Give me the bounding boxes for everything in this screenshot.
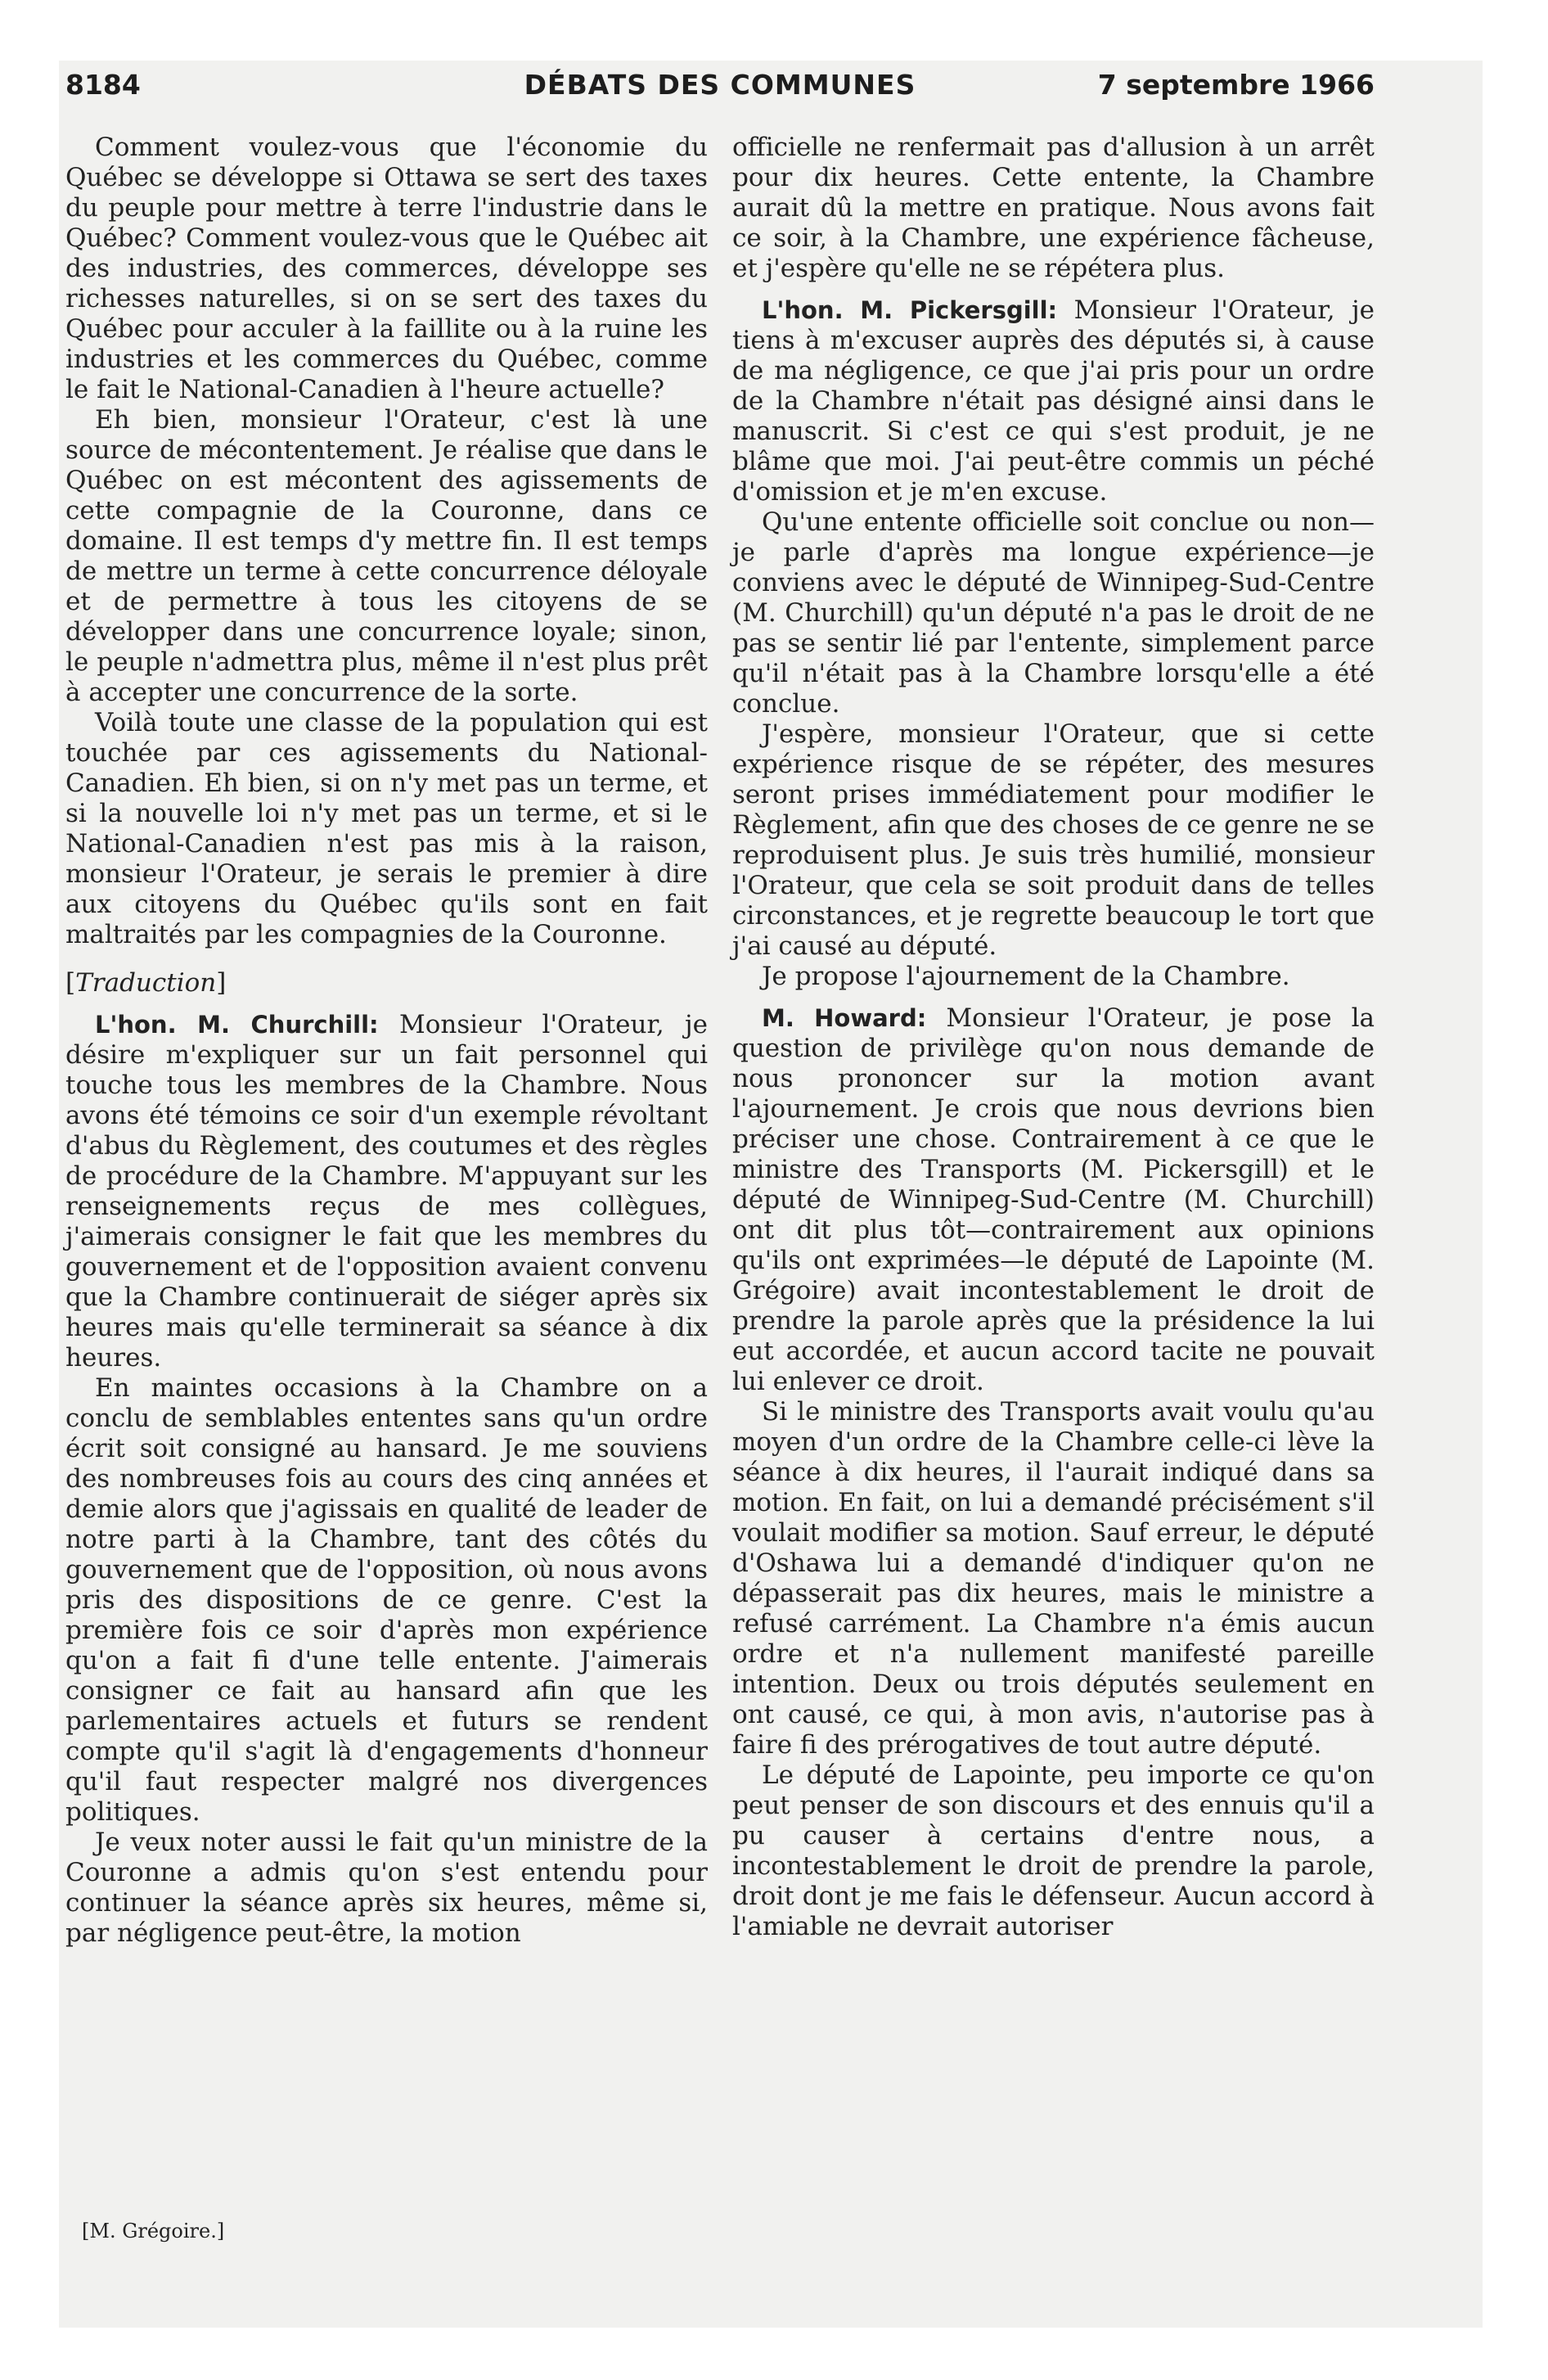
- speaker-name: L'hon. M. Churchill:: [95, 1011, 379, 1039]
- page-header: [65, 69, 1375, 105]
- left-column: [65, 133, 708, 1949]
- right-column: [732, 133, 1375, 1942]
- paragraph: Voilà toute une classe de la population qui est touchée par ces agissements du National-Canadien. Eh bien, si on n'y met pas un terme, et si la nouvelle loi n'y met pas un terme, et si le National-Canadien n'est pas mis à la raison, monsieur l'Orateur, je serais le premier à dire aux citoyens du Québec qu'ils sont en fait maltraités par les compagnies de la Couronne.: [65, 708, 708, 949]
- paragraph: Qu'une entente officielle soit conclue ou non—je parle d'après ma longue expérience—je conviens avec le député de Winnipeg-Sud-Centre (M. Churchill) qu'un député n'a pas le droit de ne pas se sentir lié par l'entente, simplement parce qu'il n'était pas à la Chambre lorsqu'elle a été conclue.: [732, 507, 1375, 719]
- paragraph: Je propose l'ajournement de la Chambre.: [762, 962, 1290, 991]
- page-number: 8184: [65, 69, 141, 101]
- footer-speaker-note: [M. Grégoire.]: [82, 2220, 225, 2243]
- paragraph: L'hon. M. Churchill: Monsieur l'Orateur, je désire m'expliquer sur un fait personnel qui touche tous les membres de la Chambre. Nous avons été témoins ce soir d'un exemple révoltant d'abus du Règlement, des coutumes et des règles de procédure de la Chambre. M'appuyant sur les renseignements reçus de mes collègues, j'aimerais consigner le fait que les membres du gouvernement et de l'opposition avaient convenu que la Chambre continuerait de siéger après six heures mais qu'elle terminerait sa séance à dix heures.: [65, 1010, 708, 1373]
- paragraph: En maintes occasions à la Chambre on a conclu de semblables ententes sans qu'un ordre écrit soit consigné au hansard. Je me souviens des nombreuses fois au cours des cinq années et demie alors que j'agissais en qualité de leader de notre parti à la Chambre, tant des côtés du gouvernement que de l'opposition, où nous avons pris des dispositions de ce genre. C'est la première fois ce soir d'après mon expérience qu'on a fait fi d'une telle entente. J'aimerais consigner ce fait au hansard afin que les parlementaires actuels et futurs se rendent compte qu'il s'agit là d'engagements d'honneur qu'il faut respecter malgré nos divergences politiques.: [65, 1373, 708, 1827]
- page-date: 7 septembre 1966: [1097, 69, 1375, 101]
- paragraph: Si le ministre des Transports avait voulu qu'au moyen d'un ordre de la Chambre celle-ci lève la séance à dix heures, il l'aurait indiqué dans sa motion. En fait, on lui a demandé précisément s'il voulait modifier sa motion. Sauf erreur, le député d'Oshawa lui a demandé d'indiquer qu'on ne dépasserait pas dix heures, mais le ministre a refusé carrément. La Chambre n'a émis aucun ordre et n'a nullement manifesté pareille intention. Deux ou trois députés seulement en ont causé, ce qui, à mon avis, n'autorise pas à faire fi des prérogatives de tout autre député.: [732, 1397, 1375, 1760]
- running-title: DÉBATS DES COMMUNES: [524, 69, 916, 101]
- paragraph: Comment voulez-vous que l'économie du Québec se développe si Ottawa se sert des taxes du peuple pour mettre à terre l'industrie dans le Québec? Comment voulez-vous que le Québec ait des industries, des commerces, développe ses richesses naturelles, si on se sert des taxes du Québec pour acculer à la faillite ou à la ruine les industries et les commerces du Québec, comme le fait le National-Canadien à l'heure actuelle?: [65, 133, 708, 404]
- paragraph: J'espère, monsieur l'Orateur, que si cette expérience risque de se répéter, des mesures seront prises immédiatement pour modifier le Règlement, afin que des choses de ce genre ne se reproduisent plus. Je suis très humilié, monsieur l'Orateur, que cela se soit produit dans de telles circonstances, et je regrette beaucoup le tort que j'ai causé au député.: [732, 719, 1375, 961]
- paragraph: officielle ne renfermait pas d'allusion à un arrêt pour dix heures. Cette entente, la Chambre aurait dû la mettre en pratique. Nous avons fait ce soir, à la Chambre, une expérience fâcheuse, et j'espère qu'elle ne se répétera plus.: [732, 133, 1375, 283]
- paragraph: Le député de Lapointe, peu importe ce qu'on peut penser de son discours et des ennuis qu'il a pu causer à certains d'entre nous, a incontestablement le droit de prendre la parole, droit dont je me fais le défenseur. Aucun accord à l'amiable ne devrait autoriser: [732, 1760, 1375, 1941]
- paragraph: M. Howard: Monsieur l'Orateur, je pose la question de privilège qu'on nous demande de nous prononcer sur la motion avant l'ajournement. Je crois que nous devrions bien préciser une chose. Contrairement à ce que le ministre des Transports (M. Pickersgill) et le député de Winnipeg-Sud-Centre (M. Churchill) ont dit plus tôt—contrairement aux opinions qu'ils ont exprimées—le député de Lapointe (M. Grégoire) avait incontestablement le droit de prendre la parole après que la présidence la lui eut accordée, et aucun accord tacite ne pouvait lui enlever ce droit.: [732, 1003, 1375, 1396]
- speaker-name: L'hon. M. Pickersgill:: [762, 296, 1058, 324]
- translation-marker: [Traduction]: [65, 968, 227, 998]
- paragraph: L'hon. M. Pickersgill: Monsieur l'Orateur, je tiens à m'excuser auprès des députés si, à cause de ma négligence, ce que j'ai pris pour un ordre de la Chambre n'était pas désigné ainsi dans le manuscrit. Si c'est ce qui s'est produit, je ne blâme que moi. J'ai peut-être commis un péché d'omission et je m'en excuse.: [732, 295, 1375, 507]
- paragraph: Eh bien, monsieur l'Orateur, c'est là une source de mécontentement. Je réalise que dans le Québec on est mécontent des agissements de cette compagnie de la Couronne, dans ce domaine. Il est temps d'y mettre fin. Il est temps de mettre un terme à cette concurrence déloyale et de permettre à tous les citoyens de se développer dans une concurrence loyale; sinon, le peuple n'admettra plus, même il n'est plus prêt à accepter une concurrence de la sorte.: [65, 405, 708, 707]
- paragraph: Je veux noter aussi le fait qu'un ministre de la Couronne a admis qu'on s'est entendu pour continuer la séance après six heures, même si, par négligence peut-être, la motion: [65, 1828, 708, 1948]
- speaker-name: M. Howard:: [762, 1004, 927, 1032]
